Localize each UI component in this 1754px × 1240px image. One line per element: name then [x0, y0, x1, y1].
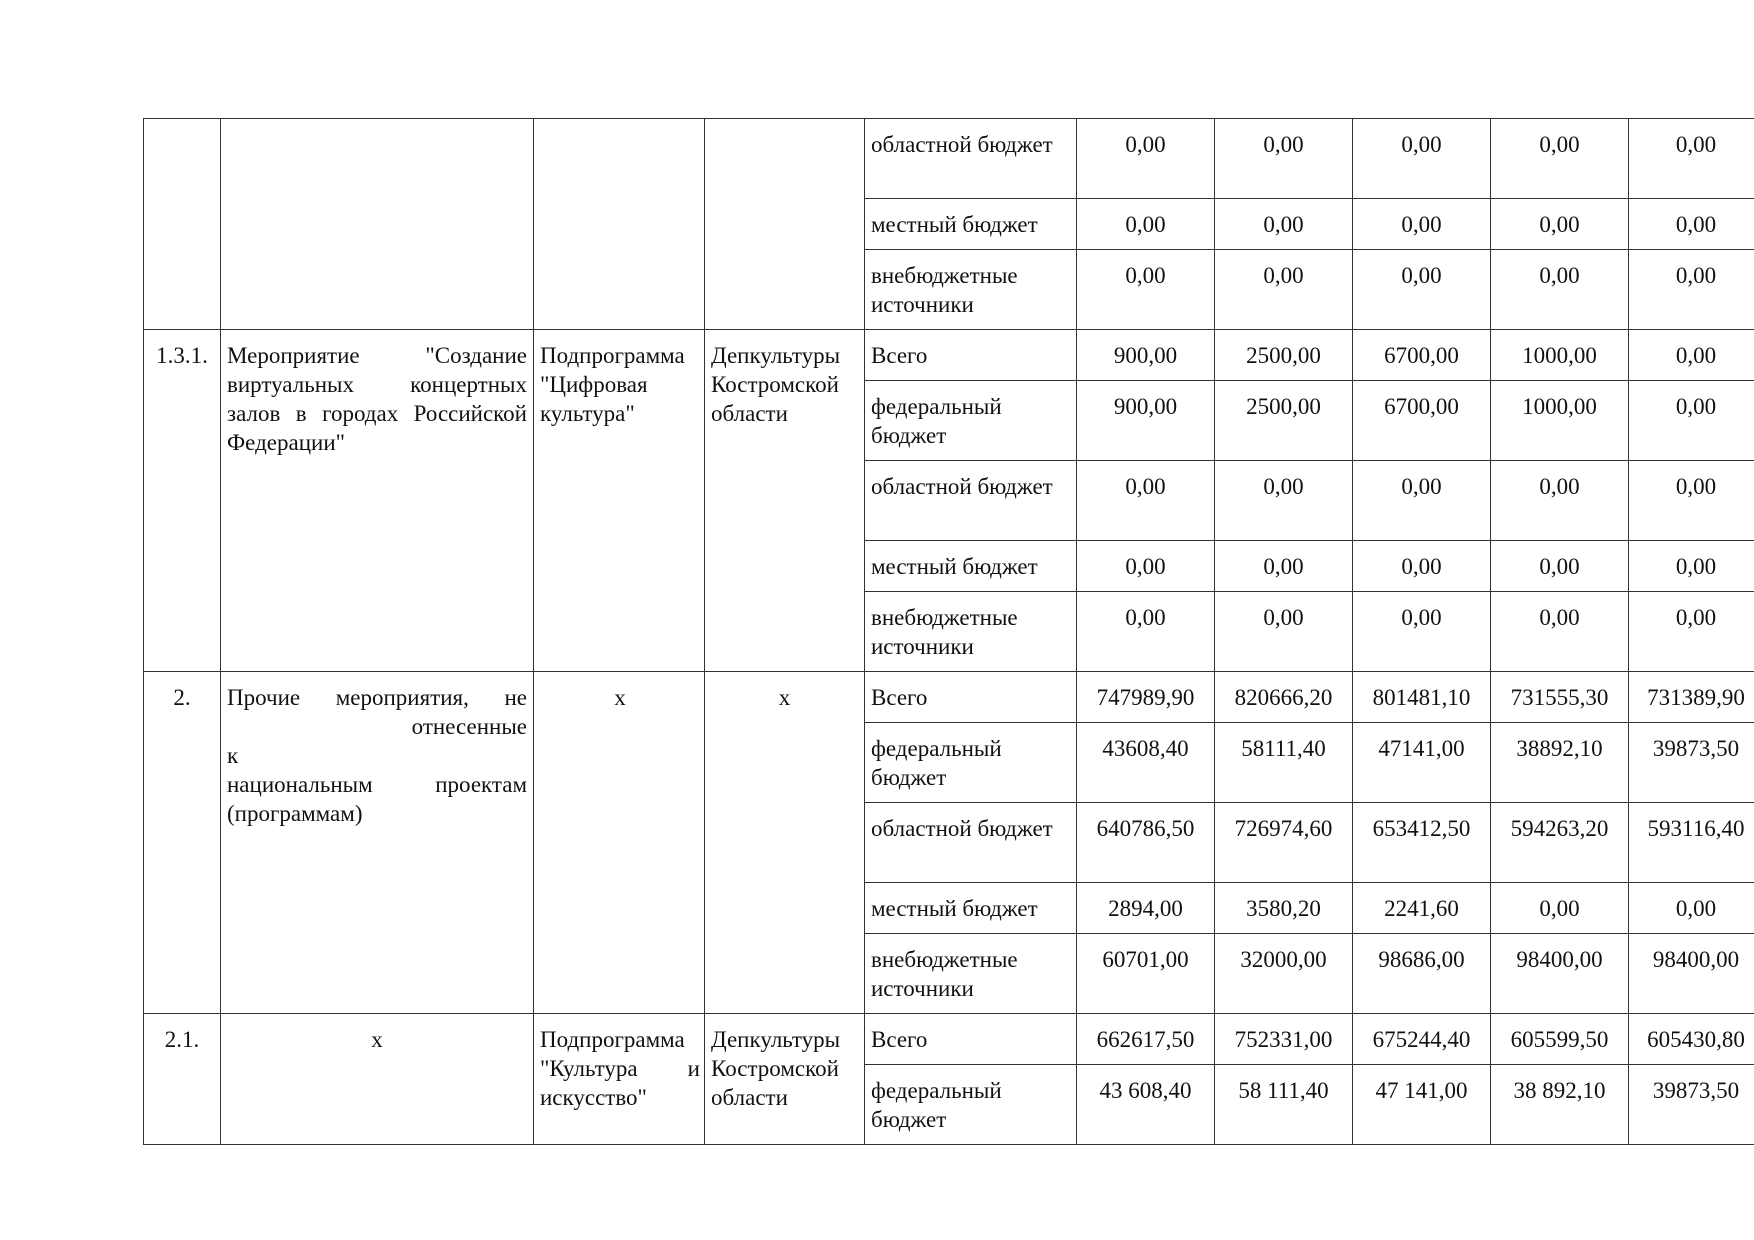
amount-cell: 594263,20 [1491, 803, 1629, 883]
funding-source: областной бюджет [865, 803, 1077, 883]
amount-cell: 38892,10 [1491, 723, 1629, 803]
row-number: 2.1. [144, 1014, 221, 1145]
amount-cell: 801481,10 [1353, 672, 1491, 723]
amount-cell: 39873,50 [1629, 1065, 1754, 1145]
amount-cell: 3580,20 [1215, 883, 1353, 934]
funding-source: внебюджетные источники [865, 934, 1077, 1014]
funding-source: федеральный бюджет [865, 723, 1077, 803]
funding-source: местный бюджет [865, 199, 1077, 250]
measure-name-line: к [227, 743, 239, 768]
funding-source: федеральный бюджет [865, 381, 1077, 461]
amount-cell: 0,00 [1077, 541, 1215, 592]
amount-cell: 98400,00 [1491, 934, 1629, 1014]
table-row [144, 330, 1754, 381]
budget-table-body [144, 119, 1754, 1145]
amount-cell: 0,00 [1215, 250, 1353, 330]
funding-source: Всего [865, 672, 1077, 723]
amount-cell: 0,00 [1491, 199, 1629, 250]
amount-cell: 58 111,40 [1215, 1065, 1353, 1145]
amount-cell: 731389,90 [1629, 672, 1754, 723]
amount-cell: 38 892,10 [1491, 1065, 1629, 1145]
row-number: 2. [144, 672, 221, 1014]
amount-cell: 726974,60 [1215, 803, 1353, 883]
amount-cell: 98686,00 [1353, 934, 1491, 1014]
funding-source: внебюджетные источники [865, 592, 1077, 672]
amount-cell: 0,00 [1629, 119, 1754, 199]
amount-cell: 605599,50 [1491, 1014, 1629, 1065]
amount-cell: 0,00 [1629, 592, 1754, 672]
funding-source: областной бюджет [865, 461, 1077, 541]
amount-cell: 2894,00 [1077, 883, 1215, 934]
amount-cell: 752331,00 [1215, 1014, 1353, 1065]
amount-cell: 0,00 [1215, 119, 1353, 199]
amount-cell: 0,00 [1077, 592, 1215, 672]
amount-cell: 731555,30 [1491, 672, 1629, 723]
amount-cell: 6700,00 [1353, 330, 1491, 381]
amount-cell: 0,00 [1629, 330, 1754, 381]
amount-cell: 0,00 [1353, 541, 1491, 592]
amount-cell: 0,00 [1353, 250, 1491, 330]
amount-cell: 593116,40 [1629, 803, 1754, 883]
amount-cell: 1000,00 [1491, 381, 1629, 461]
amount-cell: 2500,00 [1215, 381, 1353, 461]
amount-cell: 0,00 [1215, 592, 1353, 672]
amount-cell: 605430,80 [1629, 1014, 1754, 1065]
funding-source: местный бюджет [865, 883, 1077, 934]
amount-cell: 1000,00 [1491, 330, 1629, 381]
measure-name-line: Прочие мероприятия, не отнесенные [227, 685, 527, 739]
amount-cell: 0,00 [1491, 883, 1629, 934]
measure-name-line: национальным проектам (программам) [227, 772, 527, 826]
subprogram: х [534, 672, 705, 1014]
amount-cell: 0,00 [1215, 461, 1353, 541]
amount-cell: 2500,00 [1215, 330, 1353, 381]
amount-cell: 32000,00 [1215, 934, 1353, 1014]
budget-table [143, 118, 1754, 1145]
amount-cell: 0,00 [1353, 119, 1491, 199]
amount-cell: 47141,00 [1353, 723, 1491, 803]
amount-cell: 60701,00 [1077, 934, 1215, 1014]
funding-source: Всего [865, 1014, 1077, 1065]
row-number: 1.3.1. [144, 330, 221, 672]
funding-source: внебюджетные источники [865, 250, 1077, 330]
executor: х [705, 672, 865, 1014]
amount-cell: 820666,20 [1215, 672, 1353, 723]
amount-cell: 0,00 [1077, 250, 1215, 330]
amount-cell: 747989,90 [1077, 672, 1215, 723]
amount-cell: 900,00 [1077, 330, 1215, 381]
amount-cell: 0,00 [1629, 883, 1754, 934]
amount-cell: 0,00 [1629, 541, 1754, 592]
table-row [144, 672, 1754, 723]
amount-cell: 0,00 [1491, 119, 1629, 199]
amount-cell: 0,00 [1629, 199, 1754, 250]
amount-cell: 0,00 [1491, 541, 1629, 592]
funding-source: местный бюджет [865, 541, 1077, 592]
amount-cell: 0,00 [1077, 461, 1215, 541]
amount-cell: 0,00 [1215, 541, 1353, 592]
amount-cell: 39873,50 [1629, 723, 1754, 803]
amount-cell: 43 608,40 [1077, 1065, 1215, 1145]
amount-cell: 0,00 [1629, 381, 1754, 461]
amount-cell: 47 141,00 [1353, 1065, 1491, 1145]
funding-source: областной бюджет [865, 119, 1077, 199]
amount-cell: 98400,00 [1629, 934, 1754, 1014]
measure-name [221, 672, 534, 1014]
amount-cell: 0,00 [1077, 119, 1215, 199]
amount-cell: 0,00 [1353, 592, 1491, 672]
amount-cell: 0,00 [1491, 250, 1629, 330]
amount-cell: 640786,50 [1077, 803, 1215, 883]
amount-cell: 6700,00 [1353, 381, 1491, 461]
subprogram [534, 119, 705, 330]
amount-cell: 653412,50 [1353, 803, 1491, 883]
amount-cell: 2241,60 [1353, 883, 1491, 934]
row-number [144, 119, 221, 330]
amount-cell: 58111,40 [1215, 723, 1353, 803]
executor: Депкультуры Костромской области [705, 330, 865, 672]
funding-source: Всего [865, 330, 1077, 381]
measure-name [221, 119, 534, 330]
funding-source: федеральный бюджет [865, 1065, 1077, 1145]
measure-name: х [221, 1014, 534, 1145]
amount-cell: 0,00 [1629, 461, 1754, 541]
amount-cell: 662617,50 [1077, 1014, 1215, 1065]
subprogram: Подпрограмма "Культура и искусство" [534, 1014, 705, 1145]
executor [705, 119, 865, 330]
table-row [144, 119, 1754, 199]
amount-cell: 0,00 [1629, 250, 1754, 330]
amount-cell: 675244,40 [1353, 1014, 1491, 1065]
amount-cell: 0,00 [1491, 461, 1629, 541]
amount-cell: 900,00 [1077, 381, 1215, 461]
amount-cell: 43608,40 [1077, 723, 1215, 803]
table-row [144, 1014, 1754, 1065]
measure-name: Мероприятие "Создание виртуальных концертных залов в городах Российской Федерации" [221, 330, 534, 672]
amount-cell: 0,00 [1353, 199, 1491, 250]
amount-cell: 0,00 [1353, 461, 1491, 541]
amount-cell: 0,00 [1215, 199, 1353, 250]
subprogram: Подпрограмма "Цифровая культура" [534, 330, 705, 672]
amount-cell: 0,00 [1077, 199, 1215, 250]
executor: Депкультуры Костромской области [705, 1014, 865, 1145]
amount-cell: 0,00 [1491, 592, 1629, 672]
